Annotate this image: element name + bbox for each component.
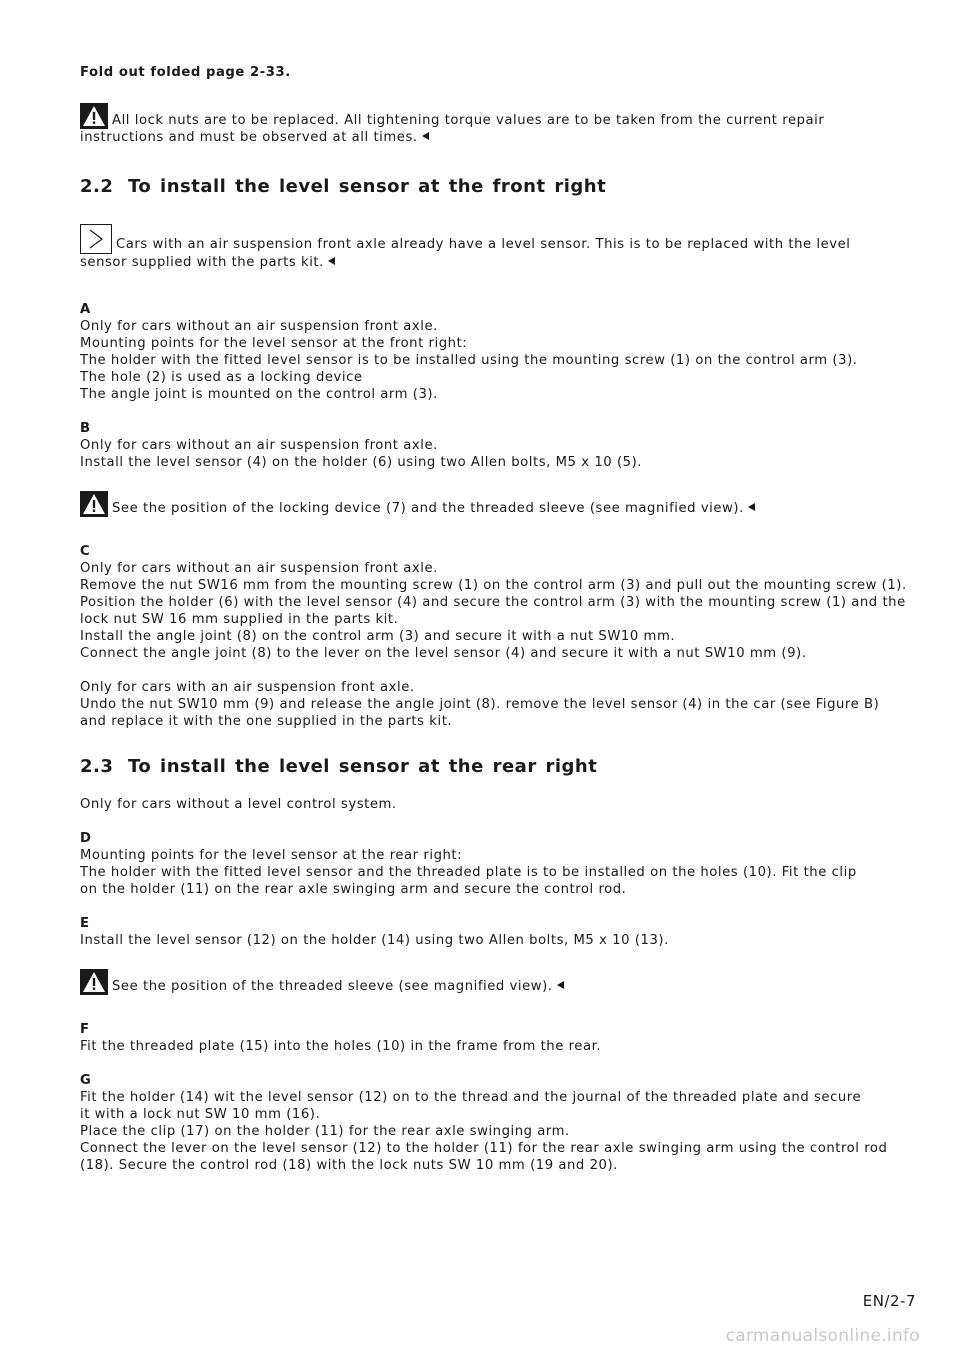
step-line: The angle joint is mounted on the control arm (3).	[80, 387, 438, 402]
warning-note-2	[80, 491, 920, 517]
step-line: The holder with the fitted level sensor is to be installed using the mounting screw (1) on the control arm (3).	[80, 353, 858, 368]
warning-3-text: See the position of the threaded sleeve (see magnified view).	[112, 979, 553, 994]
step-line: Position the holder (6) with the level sensor (4) and secure the control arm (3) with the mounting screw (1) and the	[80, 595, 906, 610]
section-2-3-heading	[80, 756, 920, 778]
step-line: Only for cars without an air suspension front axle.	[80, 319, 438, 334]
warning-icon	[80, 969, 108, 995]
step-line: Place the clip (17) on the holder (11) for the rear axle swinging arm.	[80, 1124, 570, 1139]
step-line: Only for cars without an air suspension front axle.	[80, 438, 438, 453]
section-number: 2.3	[80, 756, 114, 777]
step-label: B	[80, 421, 91, 436]
hint-line-2: sensor supplied with the parts kit.	[80, 255, 324, 270]
warning-note-1	[80, 103, 920, 146]
section-title: To install the level sensor at the rear right	[128, 756, 598, 777]
end-marker-icon	[748, 503, 755, 511]
step-line: and replace it with the one supplied in the parts kit.	[80, 714, 453, 729]
step-label: E	[80, 916, 90, 931]
step-e	[80, 915, 920, 949]
step-line: lock nut SW 16 mm supplied in the parts kit.	[80, 612, 399, 627]
step-label: A	[80, 302, 91, 317]
document-page	[80, 64, 920, 1191]
warning-icon	[80, 491, 108, 517]
step-d	[80, 830, 920, 898]
step-line: it with a lock nut SW 10 mm (16).	[80, 1107, 321, 1122]
step-line: Only for cars without an air suspension front axle.	[80, 561, 438, 576]
hint-line-1: Cars with an air suspension front axle already have a level sensor. This is to be replaced with the level	[116, 237, 851, 252]
section-title: To install the level sensor at the front right	[128, 176, 607, 197]
step-line: Connect the lever on the level sensor (12) to the holder (11) for the rear axle swinging arm using the control rod	[80, 1141, 888, 1156]
intro-line: Only for cars without a level control system.	[80, 797, 397, 812]
step-line: (18). Secure the control rod (18) with the lock nuts SW 10 mm (19 and 20).	[80, 1158, 618, 1173]
step-label: D	[80, 831, 92, 846]
section-2-2-heading	[80, 176, 920, 198]
step-line: Only for cars with an air suspension front axle.	[80, 680, 415, 695]
warning-2-text: See the position of the locking device (7) and the threaded sleeve (see magnified view).	[112, 501, 744, 516]
step-g	[80, 1072, 920, 1174]
hint-arrow-icon	[80, 224, 112, 254]
section-2-3-intro	[80, 796, 920, 813]
step-line: The hole (2) is used as a locking device	[80, 370, 363, 385]
fold-note: Fold out folded page 2-33.	[80, 65, 291, 80]
step-line: Install the level sensor (12) on the holder (14) using two Allen bolts, M5 x 10 (13).	[80, 933, 669, 948]
warning-note-3	[80, 969, 920, 995]
warning-1-line-1: All lock nuts are to be replaced. All tightening torque values are to be taken from the current repair	[112, 113, 825, 128]
step-line: Remove the nut SW16 mm from the mounting screw (1) on the control arm (3) and pull out the mounting screw (1).	[80, 578, 907, 593]
section-number: 2.2	[80, 176, 114, 197]
end-marker-icon	[422, 132, 429, 140]
step-f	[80, 1021, 920, 1055]
step-a	[80, 301, 920, 403]
air-suspension-block	[80, 679, 920, 730]
step-line: The holder with the fitted level sensor and the threaded plate is to be installed on the holes (10). Fit the clip	[80, 865, 857, 880]
step-line: Undo the nut SW10 mm (9) and release the angle joint (8). remove the level sensor (4) in the car (see Figure B)	[80, 697, 880, 712]
page-number: EN/2-7	[862, 1292, 916, 1310]
step-line: Fit the holder (14) wit the level sensor (12) on to the thread and the journal of the threaded plate and secure	[80, 1090, 862, 1105]
step-line: on the holder (11) on the rear axle swinging arm and secure the control rod.	[80, 882, 627, 897]
step-line: Mounting points for the level sensor at the rear right:	[80, 848, 463, 863]
step-c	[80, 543, 920, 662]
step-line: Fit the threaded plate (15) into the holes (10) in the frame from the rear.	[80, 1039, 602, 1054]
step-label: F	[80, 1022, 90, 1037]
step-line: Connect the angle joint (8) to the lever on the level sensor (4) and secure it with a nut SW10 mm (9).	[80, 646, 807, 661]
step-line: Install the angle joint (8) on the control arm (3) and secure it with a nut SW10 mm.	[80, 629, 676, 644]
end-marker-icon	[557, 981, 564, 989]
end-marker-icon	[328, 257, 335, 265]
step-line: Install the level sensor (4) on the holder (6) using two Allen bolts, M5 x 10 (5).	[80, 455, 643, 470]
hint-note	[80, 224, 920, 271]
step-b	[80, 420, 920, 471]
warning-1-line-2: instructions and must be observed at all times.	[80, 130, 418, 145]
step-line: Mounting points for the level sensor at the front right:	[80, 336, 468, 351]
step-label: G	[80, 1073, 92, 1088]
warning-icon	[80, 103, 108, 129]
watermark[interactable]: carmanualsonline.info	[725, 1326, 920, 1346]
step-label: C	[80, 544, 91, 559]
